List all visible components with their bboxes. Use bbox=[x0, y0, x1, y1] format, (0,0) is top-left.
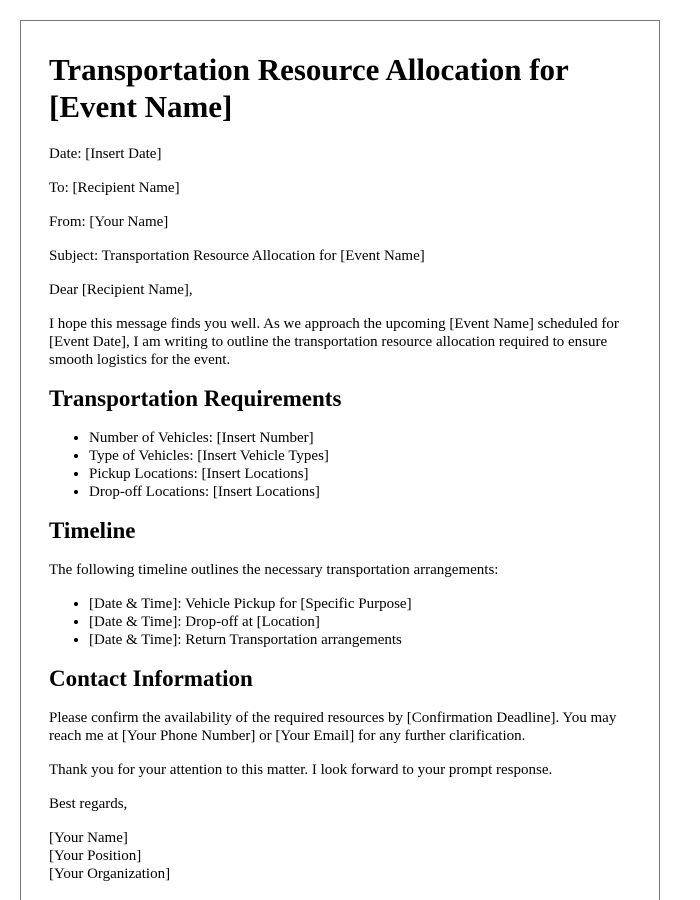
subject-line: Subject: Transportation Resource Allocation for [Event Name] bbox=[49, 248, 425, 264]
timeline-intro: The following timeline outlines the necessary transportation arrangements: bbox=[49, 562, 499, 578]
list-item: • [Date & Time]: Return Transportation arrangements bbox=[89, 631, 631, 649]
list-item: • Number of Vehicles: [Insert Number] bbox=[89, 429, 631, 447]
date-line: Date: [Insert Date] bbox=[49, 146, 162, 162]
letter-page bbox=[20, 20, 660, 900]
signature-position: [Your Position] bbox=[49, 848, 142, 864]
contact-heading: Contact Information bbox=[49, 666, 253, 691]
closing-paragraph: Thank you for your attention to this matter. I look forward to your prompt response. bbox=[49, 762, 553, 778]
intro-paragraph: I hope this message finds you well. As we approach the upcoming [Event Name] scheduled for [Event Date], I am writing to outline the transportation resource allocation required to ensure smooth logistics for the event. bbox=[49, 316, 619, 368]
requirements-heading: Transportation Requirements bbox=[49, 386, 342, 411]
signature-organization: [Your Organization] bbox=[49, 866, 171, 882]
contact-paragraph: Please confirm the availability of the required resources by [Confirmation Deadline]. You may reach me at [Your Phone Number] or [Your Email] for any further clarification. bbox=[49, 710, 617, 744]
timeline-list bbox=[49, 595, 631, 649]
list-item: • [Date & Time]: Vehicle Pickup for [Specific Purpose] bbox=[89, 595, 631, 613]
timeline-heading: Timeline bbox=[49, 518, 136, 543]
from-line: From: [Your Name] bbox=[49, 214, 169, 230]
signature-block bbox=[49, 829, 631, 883]
to-line: To: [Recipient Name] bbox=[49, 180, 180, 196]
salutation: Dear [Recipient Name], bbox=[49, 282, 193, 298]
list-item: • Pickup Locations: [Insert Locations] bbox=[89, 465, 631, 483]
list-item: • [Date & Time]: Drop-off at [Location] bbox=[89, 613, 631, 631]
list-item: • Drop-off Locations: [Insert Locations] bbox=[89, 483, 631, 501]
requirements-list bbox=[49, 429, 631, 501]
document-title: Transportation Resource Allocation for [Event Name] bbox=[49, 52, 569, 124]
list-item: • Type of Vehicles: [Insert Vehicle Types] bbox=[89, 447, 631, 465]
sign-off: Best regards, bbox=[49, 796, 128, 812]
signature-name: [Your Name] bbox=[49, 830, 128, 846]
